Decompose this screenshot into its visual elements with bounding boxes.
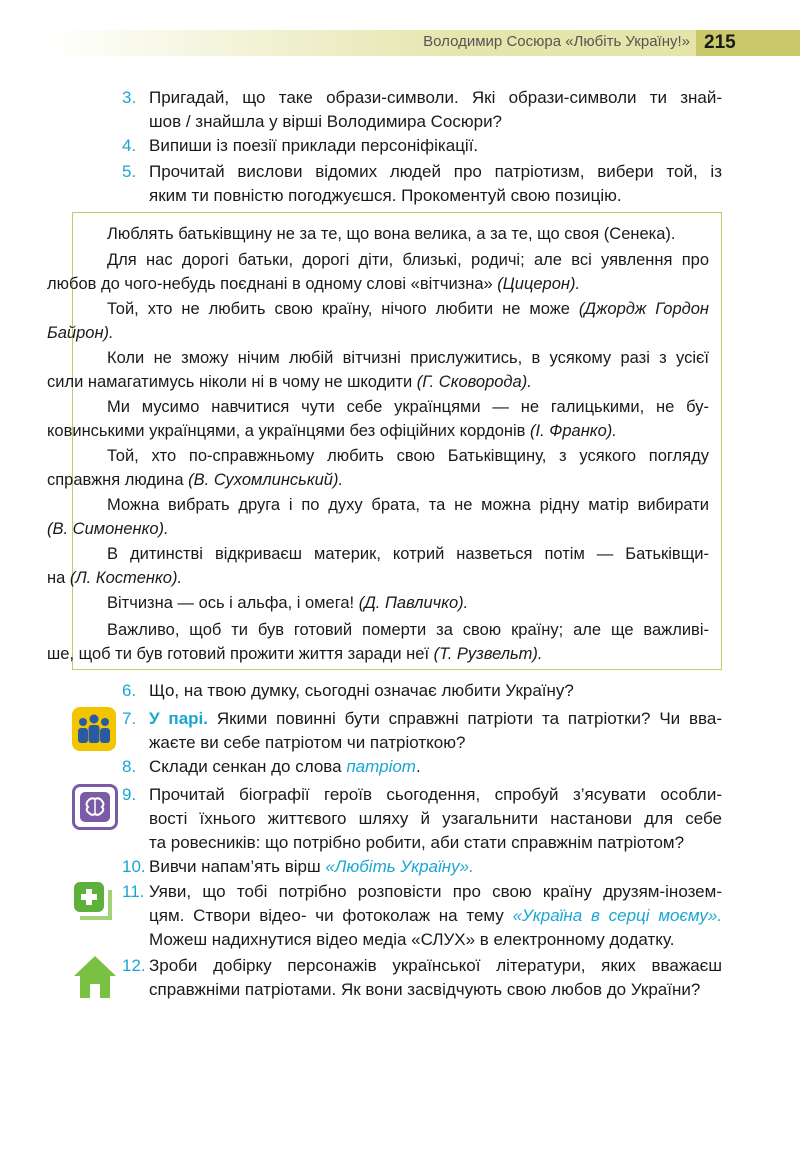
item-number: 8. — [122, 757, 137, 776]
quote: Люблять батьківщину не за те, що вона велика, а за те, що своя (Сенека). — [107, 225, 676, 243]
poem-title: «Любіть Україну». — [325, 857, 474, 876]
quote: Для нас дорогі батьки, дорогі діти, близькі, родичі; але всі уявлення про любов до чого-небудь поєднані в одному слові «вітчизна» (Цицерон). — [47, 251, 709, 293]
item-text: Випиши із поезії приклади персоніфікації. — [149, 136, 479, 155]
quote: Вітчизна — ось і альфа, і омега! (Д. Павличко). — [107, 594, 469, 612]
quote: Ми мусимо навчитися чути себе українцями — не галицькими, не бу- ковинськими українцями, а українцями без офіційних кордонів (І. Франко). — [47, 398, 709, 440]
list-item: 10. Вивчи напам’ять вірш «Любіть Україну». — [122, 855, 722, 879]
item-text: Пригадай, що таке образи-символи. Які образи-символи ти знай- — [149, 88, 722, 107]
quote: Той, хто не любить свою країну, нічого любити не може (Джордж Гордон Байрон). — [47, 300, 709, 342]
item-number: 6. — [122, 681, 137, 700]
item-text: Що, на твою думку, сьогодні означає любити Україну? — [149, 681, 574, 700]
list-item — [122, 679, 722, 703]
item-text: шов / знайшла у вірші Володимира Сосюри? — [149, 112, 503, 131]
item-number: 7. — [122, 709, 137, 728]
list-item — [122, 134, 722, 158]
list-item — [122, 160, 722, 208]
item-text: жаєте ви себе патріотом чи патріоткою? — [149, 733, 466, 752]
term-link: патріот — [346, 757, 416, 776]
list-item: 8. Склади сенкан до слова патріот. — [122, 755, 722, 779]
page-header — [44, 30, 800, 56]
add-plus-icon — [72, 880, 116, 924]
item-number: 4. — [122, 136, 137, 155]
list-item — [122, 86, 722, 134]
list-item: 7. У парі. Якими повинні бути справжні патріоти та патріотки? Чи вва- жаєте ви себе патріотом чи патріоткою? — [122, 707, 722, 755]
page-number: 215 — [696, 30, 800, 56]
item-number: 11. — [122, 882, 145, 901]
item-number: 9. — [122, 785, 137, 804]
item-number: 10. — [122, 857, 146, 876]
item-number: 3. — [122, 88, 137, 107]
item-text: яким ти повністю погоджуєшся. Прокоментуй свою позицію. — [149, 186, 622, 205]
item-number: 12. — [122, 956, 146, 975]
pair-label: У парі. — [149, 709, 208, 728]
list-item: 9. Прочитай біографії героїв сьогодення, спробуй з’ясувати особли- вості їхнього життєвого шляху й узагальнити настанови для себе та ровесників: що потрібно робити, аби стати справжнім патріотом? — [122, 785, 722, 852]
list-item: 11. Уяви, що тобі потрібно розповісти про свою країну друзям-інозем- цям. Створи відео- чи фотоколаж на тему «Україна в серці моєму». Можеш надихнутися відео медіа «СЛУХ» в електронному додатку. — [122, 882, 723, 949]
quote: Той, хто по-справжньому любить свою Батьківщину, з усякого погляду справжня людина (В. Сухомлинський). — [47, 447, 709, 489]
theme-title: «Україна в серці моєму». — [512, 906, 723, 925]
brain-icon — [72, 784, 118, 830]
quote: Можна вибрать друга і по духу брата, та не можна рідну матір вибирати (В. Симоненко). — [47, 496, 709, 538]
header-title: Володимир Сосюра «Любіть Україну!» — [423, 33, 690, 50]
quote: Коли не зможу нічим любій вітчизні прислужитись, в усякому разі з усієї сили намагатимусь ніколи ні в чому не шкодити (Г. Сковорода). — [47, 349, 709, 391]
quote: Важливо, щоб ти був готовий померти за свою країну; але ще важливі- ше, щоб ти був готовий прожити життя заради неї (Т. Рузвельт). — [47, 621, 709, 663]
quote: В дитинстві відкриваєш материк, котрий назветься потім — Батьківщи- на (Л. Костенко). — [47, 545, 709, 587]
item-number: 5. — [122, 162, 137, 181]
pair-work-icon — [72, 707, 116, 751]
home-icon — [72, 954, 116, 998]
item-text: Прочитай вислови відомих людей про патріотизм, вибери той, із — [149, 162, 722, 181]
list-item: 12. Зроби добірку персонажів української літератури, яких вважаєш справжніми патріотами. Як вони засвідчують свою любов до України? — [122, 956, 722, 999]
